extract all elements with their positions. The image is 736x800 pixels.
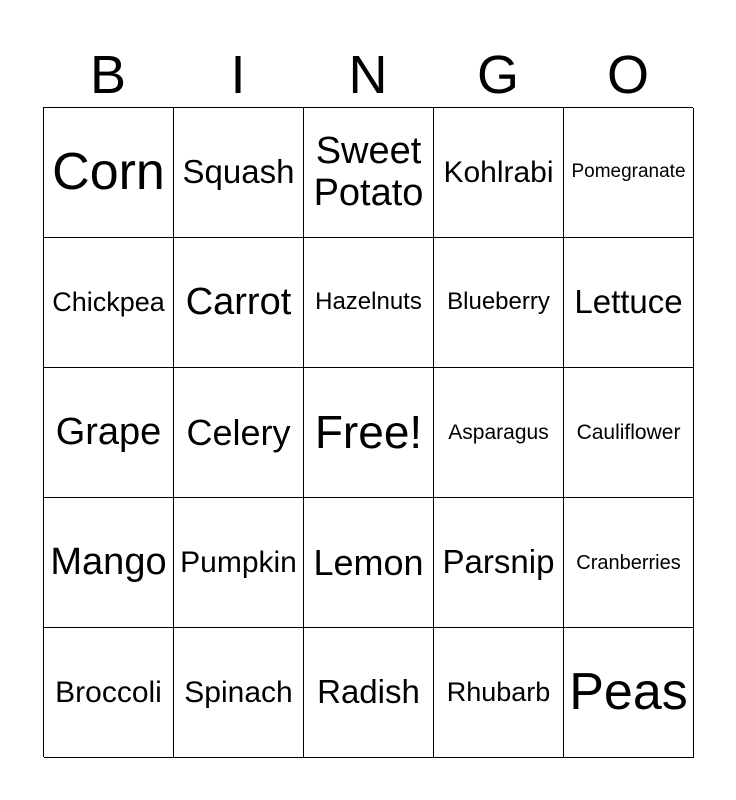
bingo-header [43, 42, 693, 108]
bingo-cell[interactable]: Pomegranate [564, 108, 694, 238]
bingo-cell[interactable]: Kohlrabi [434, 108, 564, 238]
bingo-cell[interactable]: Rhubarb [434, 628, 564, 758]
bingo-cell[interactable]: Spinach [174, 628, 304, 758]
bingo-cell[interactable]: Sweet Potato [304, 108, 434, 238]
bingo-cell[interactable]: Lettuce [564, 238, 694, 368]
header-letter-g: G [476, 45, 519, 105]
bingo-cell[interactable]: Squash [174, 108, 304, 238]
bingo-cell[interactable]: Cranberries [564, 498, 694, 628]
bingo-cell[interactable]: Parsnip [434, 498, 564, 628]
bingo-cell[interactable]: Peas [564, 628, 694, 758]
header-letter-i: I [230, 45, 246, 105]
bingo-cell[interactable]: Chickpea [44, 238, 174, 368]
header-letter-b: B [89, 45, 127, 105]
bingo-cell[interactable]: Celery [174, 368, 304, 498]
bingo-cell[interactable]: Pumpkin [174, 498, 304, 628]
bingo-cell[interactable]: Asparagus [434, 368, 564, 498]
bingo-cell[interactable]: Corn [44, 108, 174, 238]
bingo-cell[interactable]: Grape [44, 368, 174, 498]
bingo-board [43, 107, 693, 757]
bingo-cell[interactable]: Hazelnuts [304, 238, 434, 368]
bingo-cell[interactable]: Lemon [304, 498, 434, 628]
bingo-cell[interactable]: Broccoli [44, 628, 174, 758]
bingo-cell[interactable]: Blueberry [434, 238, 564, 368]
header-letter-o: O [606, 45, 649, 105]
bingo-cell[interactable]: Cauliflower [564, 368, 694, 498]
header-letter-n: N [348, 45, 388, 105]
bingo-cell[interactable]: Mango [44, 498, 174, 628]
bingo-cell[interactable]: Radish [304, 628, 434, 758]
bingo-cell[interactable]: Carrot [174, 238, 304, 368]
free-space-cell[interactable]: Free! [304, 368, 434, 498]
